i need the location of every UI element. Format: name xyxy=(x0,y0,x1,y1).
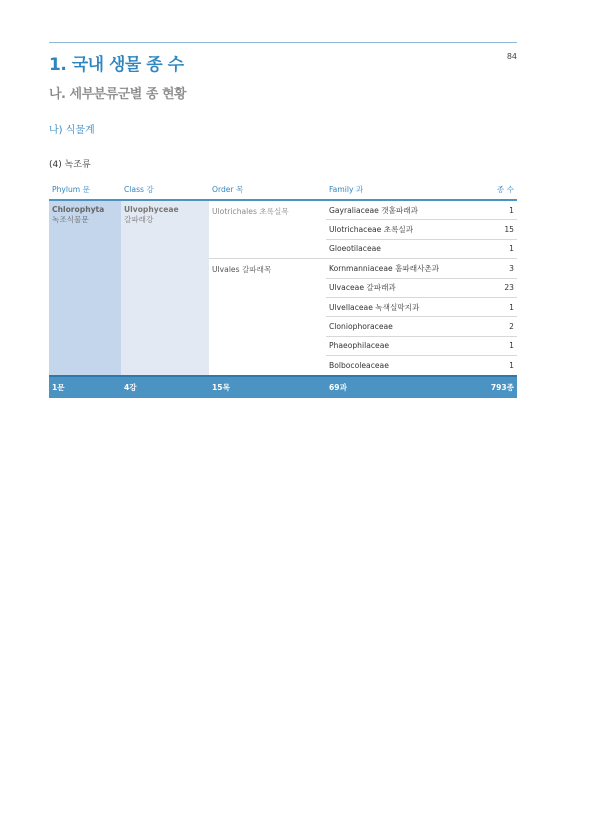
family-cell: Ulvellaceae 녹색실막지과 xyxy=(326,297,474,316)
phylum-scientific-name: Chlorophyta xyxy=(52,205,105,214)
count-cell: 23 xyxy=(474,278,517,297)
header-order: Order 목 xyxy=(209,180,326,200)
family-cell: Gloeotilaceae xyxy=(326,239,474,258)
total-family: 69과 xyxy=(326,376,474,398)
total-order: 15목 xyxy=(209,376,326,398)
table-row xyxy=(49,200,517,220)
order-cell: Ulvales 갈파래목 xyxy=(212,265,272,275)
heading-3: 나) 식물계 xyxy=(49,125,95,136)
header-count: 종 수 xyxy=(474,180,517,200)
header-phylum: Phylum 문 xyxy=(49,180,121,200)
total-phylum: 1문 xyxy=(49,376,121,398)
table-header-row xyxy=(49,180,517,200)
count-cell: 1 xyxy=(474,297,517,316)
class-cell xyxy=(121,200,209,376)
total-row xyxy=(49,376,517,398)
phylum-cell xyxy=(49,200,121,376)
family-cell: Kornmanniaceae 홑파래사촌과 xyxy=(326,259,474,278)
class-scientific-name: Ulvophyceae xyxy=(124,205,179,214)
family-cell: Ulvaceae 갈파래과 xyxy=(326,278,474,297)
family-cell: Cloniophoraceae xyxy=(326,317,474,336)
phylum-korean-name: 녹조식물문 xyxy=(52,215,89,224)
family-cell: Gayraliaceae 갯홑파래과 xyxy=(326,200,474,220)
top-rule xyxy=(49,42,517,43)
species-table xyxy=(49,180,517,398)
page-number: 84 xyxy=(506,52,517,61)
header-class: Class 강 xyxy=(121,180,209,200)
count-cell: 3 xyxy=(474,259,517,278)
heading-1: 1. 국내 생물 종 수 xyxy=(49,55,184,75)
family-cell: Phaeophilaceae xyxy=(326,336,474,355)
count-cell: 1 xyxy=(474,336,517,355)
heading-4: (4) 녹조류 xyxy=(49,160,91,170)
count-cell: 1 xyxy=(509,360,514,370)
heading-2: 나. 세부분류군별 종 현황 xyxy=(49,87,187,102)
class-korean-name: 갈파래강 xyxy=(124,215,154,224)
order-cell: Ulotrichales 초록실목 xyxy=(209,200,326,259)
family-cell: Ulotrichaceae 초록실과 xyxy=(326,220,474,239)
count-cell: 2 xyxy=(474,317,517,336)
count-cell: 1 xyxy=(474,239,517,258)
total-count: 793종 xyxy=(474,376,517,398)
total-class: 4강 xyxy=(121,376,209,398)
count-cell: 1 xyxy=(474,200,517,220)
count-cell: 15 xyxy=(474,220,517,239)
header-family: Family 과 xyxy=(326,180,474,200)
family-cell: Bolbocoleaceae xyxy=(329,360,389,370)
